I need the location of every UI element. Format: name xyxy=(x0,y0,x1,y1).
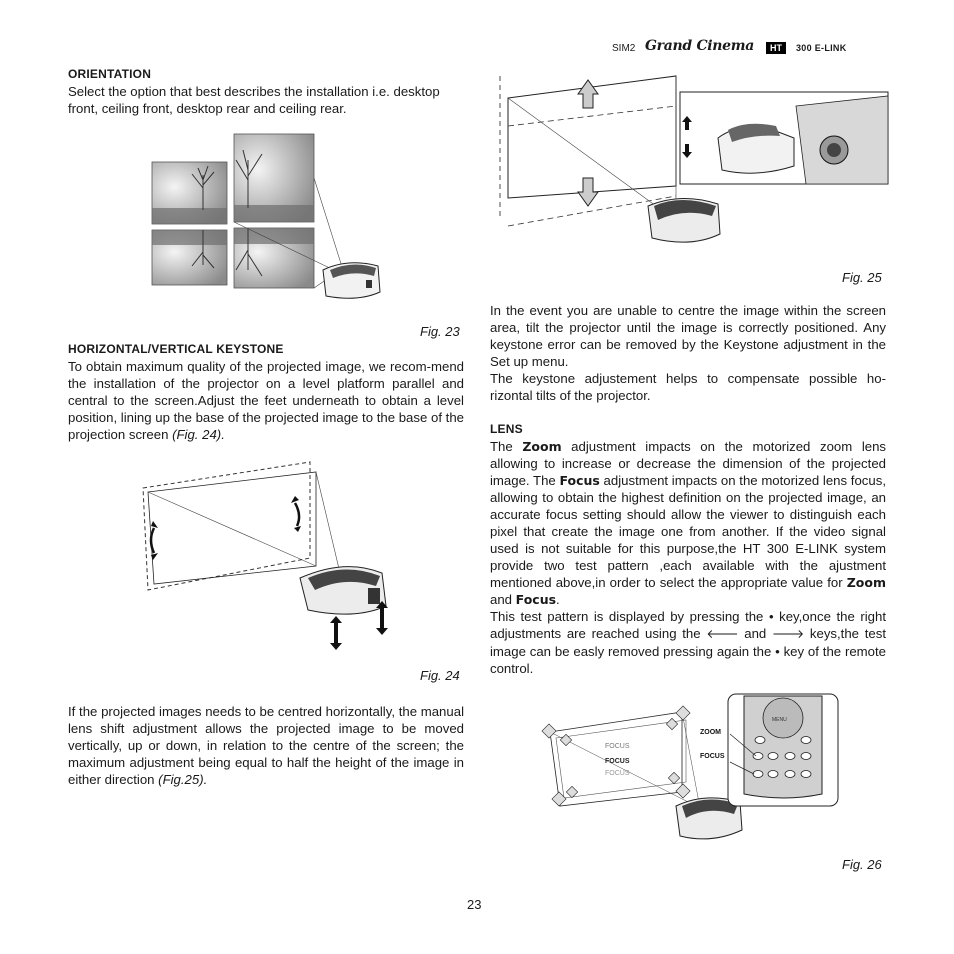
lens-t3: adjustment impacts on the motorized lens focus, allowing to obtain the highest definition on the projected image, an accurate focus setting should allow the viewer to distinguish each pixel that create the image one from another. If the video signal used is not suitable for this purpose,the HT 300 E-LINK system provide two test pattern ,each available with the ajustment mentioned above,in order to select the appropriate value for xyxy=(490,473,886,590)
page-header xyxy=(612,40,892,60)
model-name: 300 E-LINK xyxy=(796,43,847,53)
lens-title: LENS xyxy=(490,422,523,436)
lens-zoom-word-2: Zoom xyxy=(846,575,886,590)
orientation-title: ORIENTATION xyxy=(68,67,152,81)
keystone-title: HORIZONTAL/VERTICAL KEYSTONE xyxy=(68,342,284,356)
fig26-zoom-label: ZOOM xyxy=(700,729,721,736)
fig26-focus-label: FOCUS xyxy=(700,753,725,760)
fig23-illustration xyxy=(148,130,388,305)
tilt-text-1: In the event you are unable to centre the image within the screen area, tilt the projector until the image is correctly positioned. Any keystone error can be removed by the Keystone adjustment in the Set up menu. xyxy=(490,303,886,369)
remote-menu-label: MENU xyxy=(772,717,787,723)
brand-script: Grand Cinema xyxy=(645,38,755,54)
lens-and: and xyxy=(490,592,516,607)
lens-t1: The xyxy=(490,439,523,454)
fig26-illustration xyxy=(540,690,840,850)
keystone-body: To obtain maximum quality of the projected image, we recom-mend the installation of the projector on a level platform parallel and central to the screen.Adjust the feet underneath to obtain a level position, lining up the base of the projected image to the base of the projection screen xyxy=(68,359,464,442)
lens-p2a: This test pattern is displayed by pressing the • key,once the right adjustments are reached using the xyxy=(490,609,886,641)
lens-period: . xyxy=(556,592,560,607)
lens-zoom-word: Zoom xyxy=(522,439,562,454)
ht-badge: HT xyxy=(766,42,786,54)
orientation-text: Select the option that best describes the installation i.e. desktop front, ceiling front, desktop rear and ceiling rear. xyxy=(68,84,440,116)
tilt-text-2: The keystone adjustement helps to compensate possible ho-rizontal tilts of the projector. xyxy=(490,371,886,403)
lens-text xyxy=(490,438,886,608)
fig24-illustration xyxy=(140,458,400,658)
lens-p2b: keys,the test image can be easly removed pressing again the • key of the remote control. xyxy=(490,626,886,676)
centre-fig-ref: (Fig.25). xyxy=(158,772,208,787)
fig26-caption: Fig. 26 xyxy=(842,857,882,872)
lens-text-2 xyxy=(490,608,886,677)
keystone-fig-ref: (Fig. 24). xyxy=(172,427,225,442)
fig25-caption: Fig. 25 xyxy=(842,270,882,285)
fig23-caption: Fig. 23 xyxy=(420,324,460,339)
fig25-illustration xyxy=(496,66,892,260)
fig26-focus-text-1: FOCUS xyxy=(605,743,630,750)
lens-p2-and: and xyxy=(738,626,772,641)
fig26-focus-text-3: FOCUS xyxy=(605,770,630,777)
lens-focus-word: Focus xyxy=(559,473,600,488)
lens-focus-word-2: Focus xyxy=(515,592,557,607)
left-arrow-icon: 🡐 xyxy=(706,627,739,641)
page-number: 23 xyxy=(467,897,482,912)
right-arrow-icon: 🡒 xyxy=(771,627,805,641)
centre-body: If the projected images needs to be centred horizontally, the manual lens shift adjustment allows the projected image to be moved vertically, up or down, in relation to the centre of the screen; the maximum adjustment being equal to half the height of the image in either direction xyxy=(68,704,464,787)
brand-sim2: SIM2 xyxy=(612,43,636,54)
lens-t2: adjustment impacts on the motorized zoom lens allowing to increase or decrease the dimension of the projected image. The xyxy=(490,439,887,488)
fig24-caption: Fig. 24 xyxy=(420,668,460,683)
keystone-text xyxy=(68,358,464,443)
fig26-focus-text-2: FOCUS xyxy=(605,758,630,765)
centre-text xyxy=(68,703,464,788)
